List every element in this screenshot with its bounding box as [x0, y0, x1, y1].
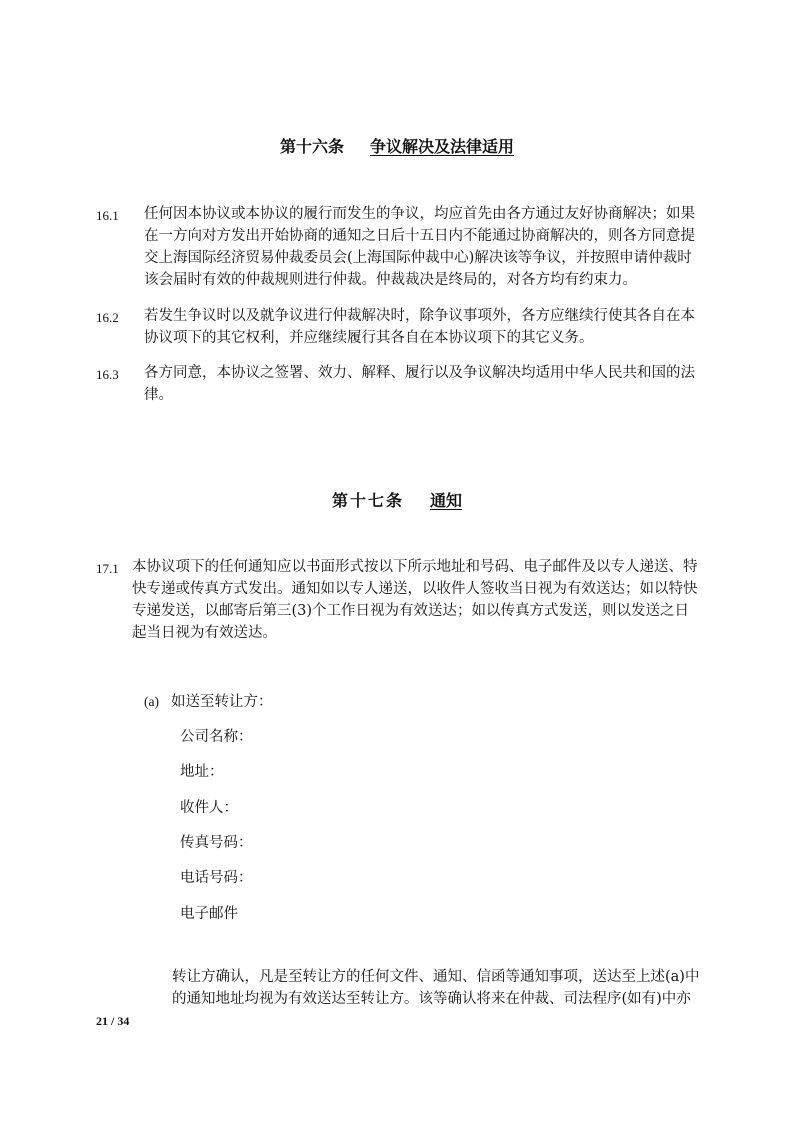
clause-16-3 — [96, 362, 700, 408]
confirmation-line: 转让方确认，凡是至转让方的任何文件、通知、信函等通知事项，送达至上述(a)中 — [172, 969, 700, 985]
field-phone: 电话号码： — [180, 870, 253, 886]
subsection-letter: (a) — [144, 694, 159, 709]
article-17-number: 第十七条 — [331, 491, 404, 510]
article-16-number: 第十六条 — [279, 137, 344, 156]
clause-line: 在一方向对方发出开始协商的通知之日后十五日内不能通过协商解决的，则各方同意提 — [144, 228, 695, 244]
field-fax: 传真号码： — [180, 835, 253, 851]
clause-line: 本协议项下的任何通知应以书面形式按以下所示地址和号码、电子邮件及以专人递送、特 — [132, 559, 698, 575]
page-number: 21 / 34 — [96, 1014, 130, 1028]
clause-line: 协议项下的其它权利，并应继续履行其各自在本协议项下的其它义务。 — [144, 330, 594, 346]
clause-text — [144, 305, 700, 349]
article-16-heading — [0, 134, 794, 157]
clause-line: 律。 — [144, 387, 173, 403]
clause-number: 16.3 — [96, 367, 119, 382]
confirmation-paragraph — [172, 966, 700, 1012]
clause-line: 各方同意，本协议之签署、效力、解释、履行以及争议解决均适用中华人民共和国的法 — [144, 365, 695, 381]
field-recipient: 收件人： — [180, 800, 238, 816]
clause-line: 专递发送，以邮寄后第三(3)个工作日视为有效送达；如以传真方式发送，则以发送之日 — [132, 603, 690, 619]
clause-line: 任何因本协议或本协议的履行而发生的争议，均应首先由各方通过友好协商解决；如果 — [144, 206, 695, 222]
subsection-label: 如送至转让方： — [170, 694, 273, 710]
clause-number: 16.2 — [96, 310, 119, 325]
article-16-title: 争议解决及法律适用 — [370, 137, 515, 156]
clause-line: 快专递或传真方式发出。通知如以专人递送，以收件人签收当日视为有效送达；如以特快 — [132, 581, 698, 597]
clause-text — [144, 362, 700, 406]
field-address: 地址： — [180, 764, 224, 780]
article-17-title: 通知 — [430, 491, 463, 510]
clause-16-1 — [96, 203, 700, 293]
clause-line: 若发生争议时以及就争议进行仲裁解决时，除争议事项外，各方应继续行使其各自在本 — [144, 308, 695, 324]
clause-text — [132, 556, 700, 644]
confirmation-text — [172, 966, 700, 1010]
clause-17-1 — [96, 556, 700, 646]
clause-number: 16.1 — [96, 208, 119, 223]
subsection-a — [144, 690, 272, 711]
clause-text — [144, 203, 700, 291]
article-17-heading — [0, 488, 794, 511]
clause-line: 交上海国际经济贸易仲裁委员会(上海国际仲裁中心)解决该等争议，并按照申请仲裁时 — [144, 250, 692, 266]
clause-16-2 — [96, 305, 700, 351]
field-email: 电子邮件 — [180, 906, 238, 922]
clause-number: 17.1 — [96, 561, 119, 576]
field-company-name: 公司名称： — [180, 729, 253, 745]
clause-line: 该会届时有效的仲裁规则进行仲裁。仲裁裁决是终局的，对各方均有约束力。 — [144, 272, 637, 288]
clause-line: 起当日视为有效送达。 — [132, 625, 277, 641]
confirmation-line: 的通知地址均视为有效送达至转让方。该等确认将来在仲裁、司法程序(如有)中亦 — [172, 991, 691, 1007]
